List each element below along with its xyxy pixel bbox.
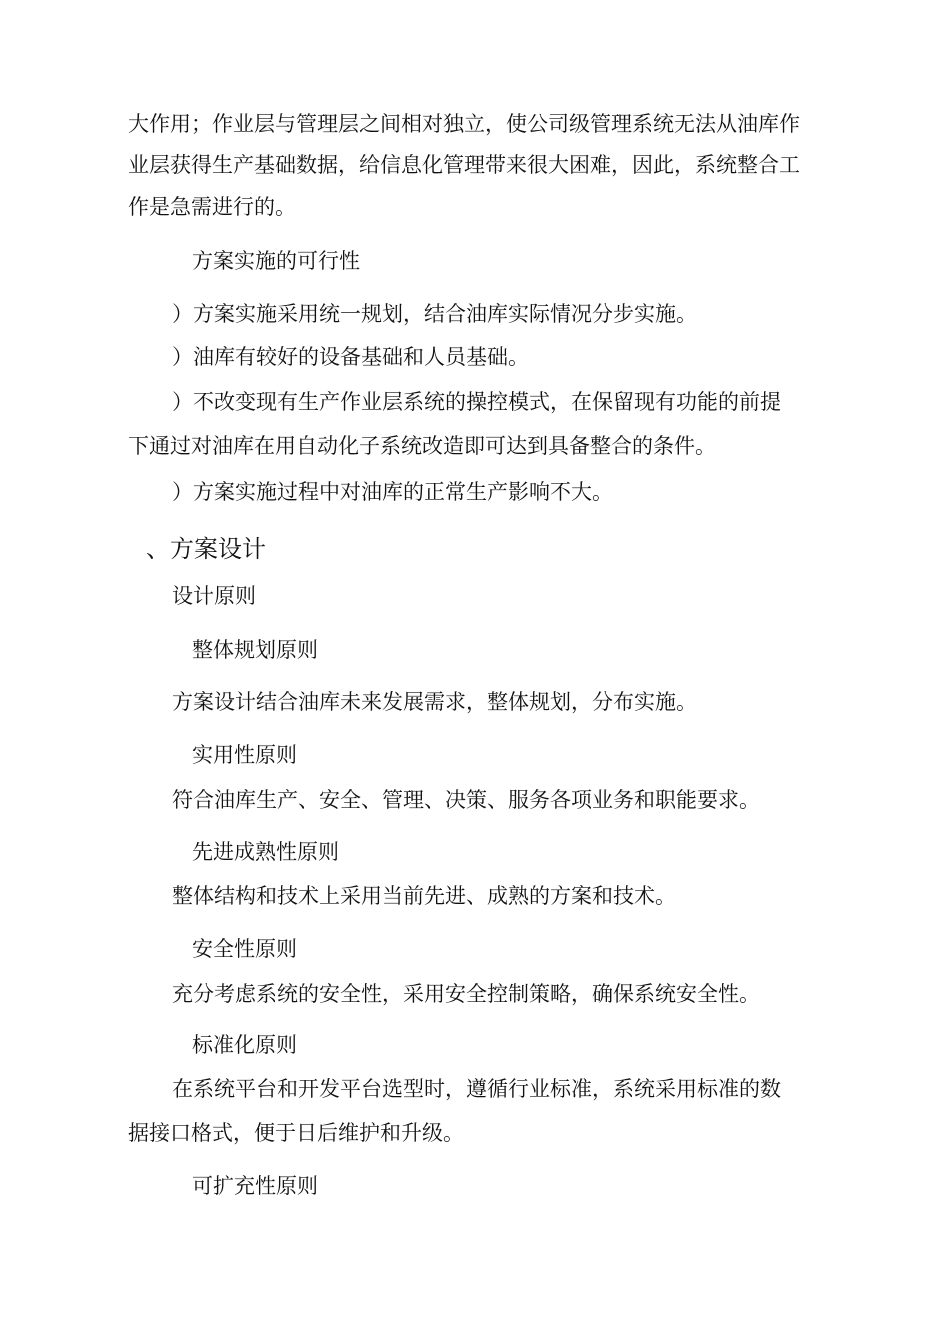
principle-title-scalability: 可扩充性原则 xyxy=(192,1174,318,1198)
intro-line-2: 业层获得生产基础数据，给信息化管理带来很大困难，因此，系统整合工 xyxy=(128,153,800,177)
principle-text-overall-planning: 方案设计结合油库未来发展需求，整体规划，分布实施。 xyxy=(172,690,697,714)
principle-title-overall-planning: 整体规划原则 xyxy=(192,638,318,662)
principle-title-practicality: 实用性原则 xyxy=(192,743,297,767)
principle-title-security: 安全性原则 xyxy=(192,937,297,961)
feasibility-item-3-continued: 下通过对油库在用自动化子系统改造即可达到具备整合的条件。 xyxy=(128,434,716,458)
feasibility-item-2: ）油库有较好的设备基础和人员基础。 xyxy=(172,345,529,369)
feasibility-item-3: ）不改变现有生产作业层系统的操控模式，在保留现有功能的前提 xyxy=(172,390,781,414)
principle-text-standardization-2: 据接口格式，便于日后维护和升级。 xyxy=(128,1121,464,1145)
principle-title-advanced-mature: 先进成熟性原则 xyxy=(192,840,339,864)
principle-text-security: 充分考虑系统的安全性，采用安全控制策略，确保系统安全性。 xyxy=(172,982,760,1006)
section-title-design: 、方案设计 xyxy=(146,535,266,563)
feasibility-item-1: ）方案实施采用统一规划，结合油库实际情况分步实施。 xyxy=(172,302,697,326)
intro-line-1: 大作用；作业层与管理层之间相对独立，使公司级管理系统无法从油库作 xyxy=(128,112,800,136)
principle-title-standardization: 标准化原则 xyxy=(192,1033,297,1057)
subsection-title-principles: 设计原则 xyxy=(172,584,256,608)
principle-text-standardization-1: 在系统平台和开发平台选型时，遵循行业标准，系统采用标准的数 xyxy=(172,1077,781,1101)
intro-line-3: 作是急需进行的。 xyxy=(128,195,296,219)
feasibility-heading: 方案实施的可行性 xyxy=(192,249,360,273)
principle-text-advanced-mature: 整体结构和技术上采用当前先进、成熟的方案和技术。 xyxy=(172,884,676,908)
principle-text-practicality: 符合油库生产、安全、管理、决策、服务各项业务和职能要求。 xyxy=(172,788,760,812)
feasibility-item-4: ）方案实施过程中对油库的正常生产影响不大。 xyxy=(172,480,613,504)
